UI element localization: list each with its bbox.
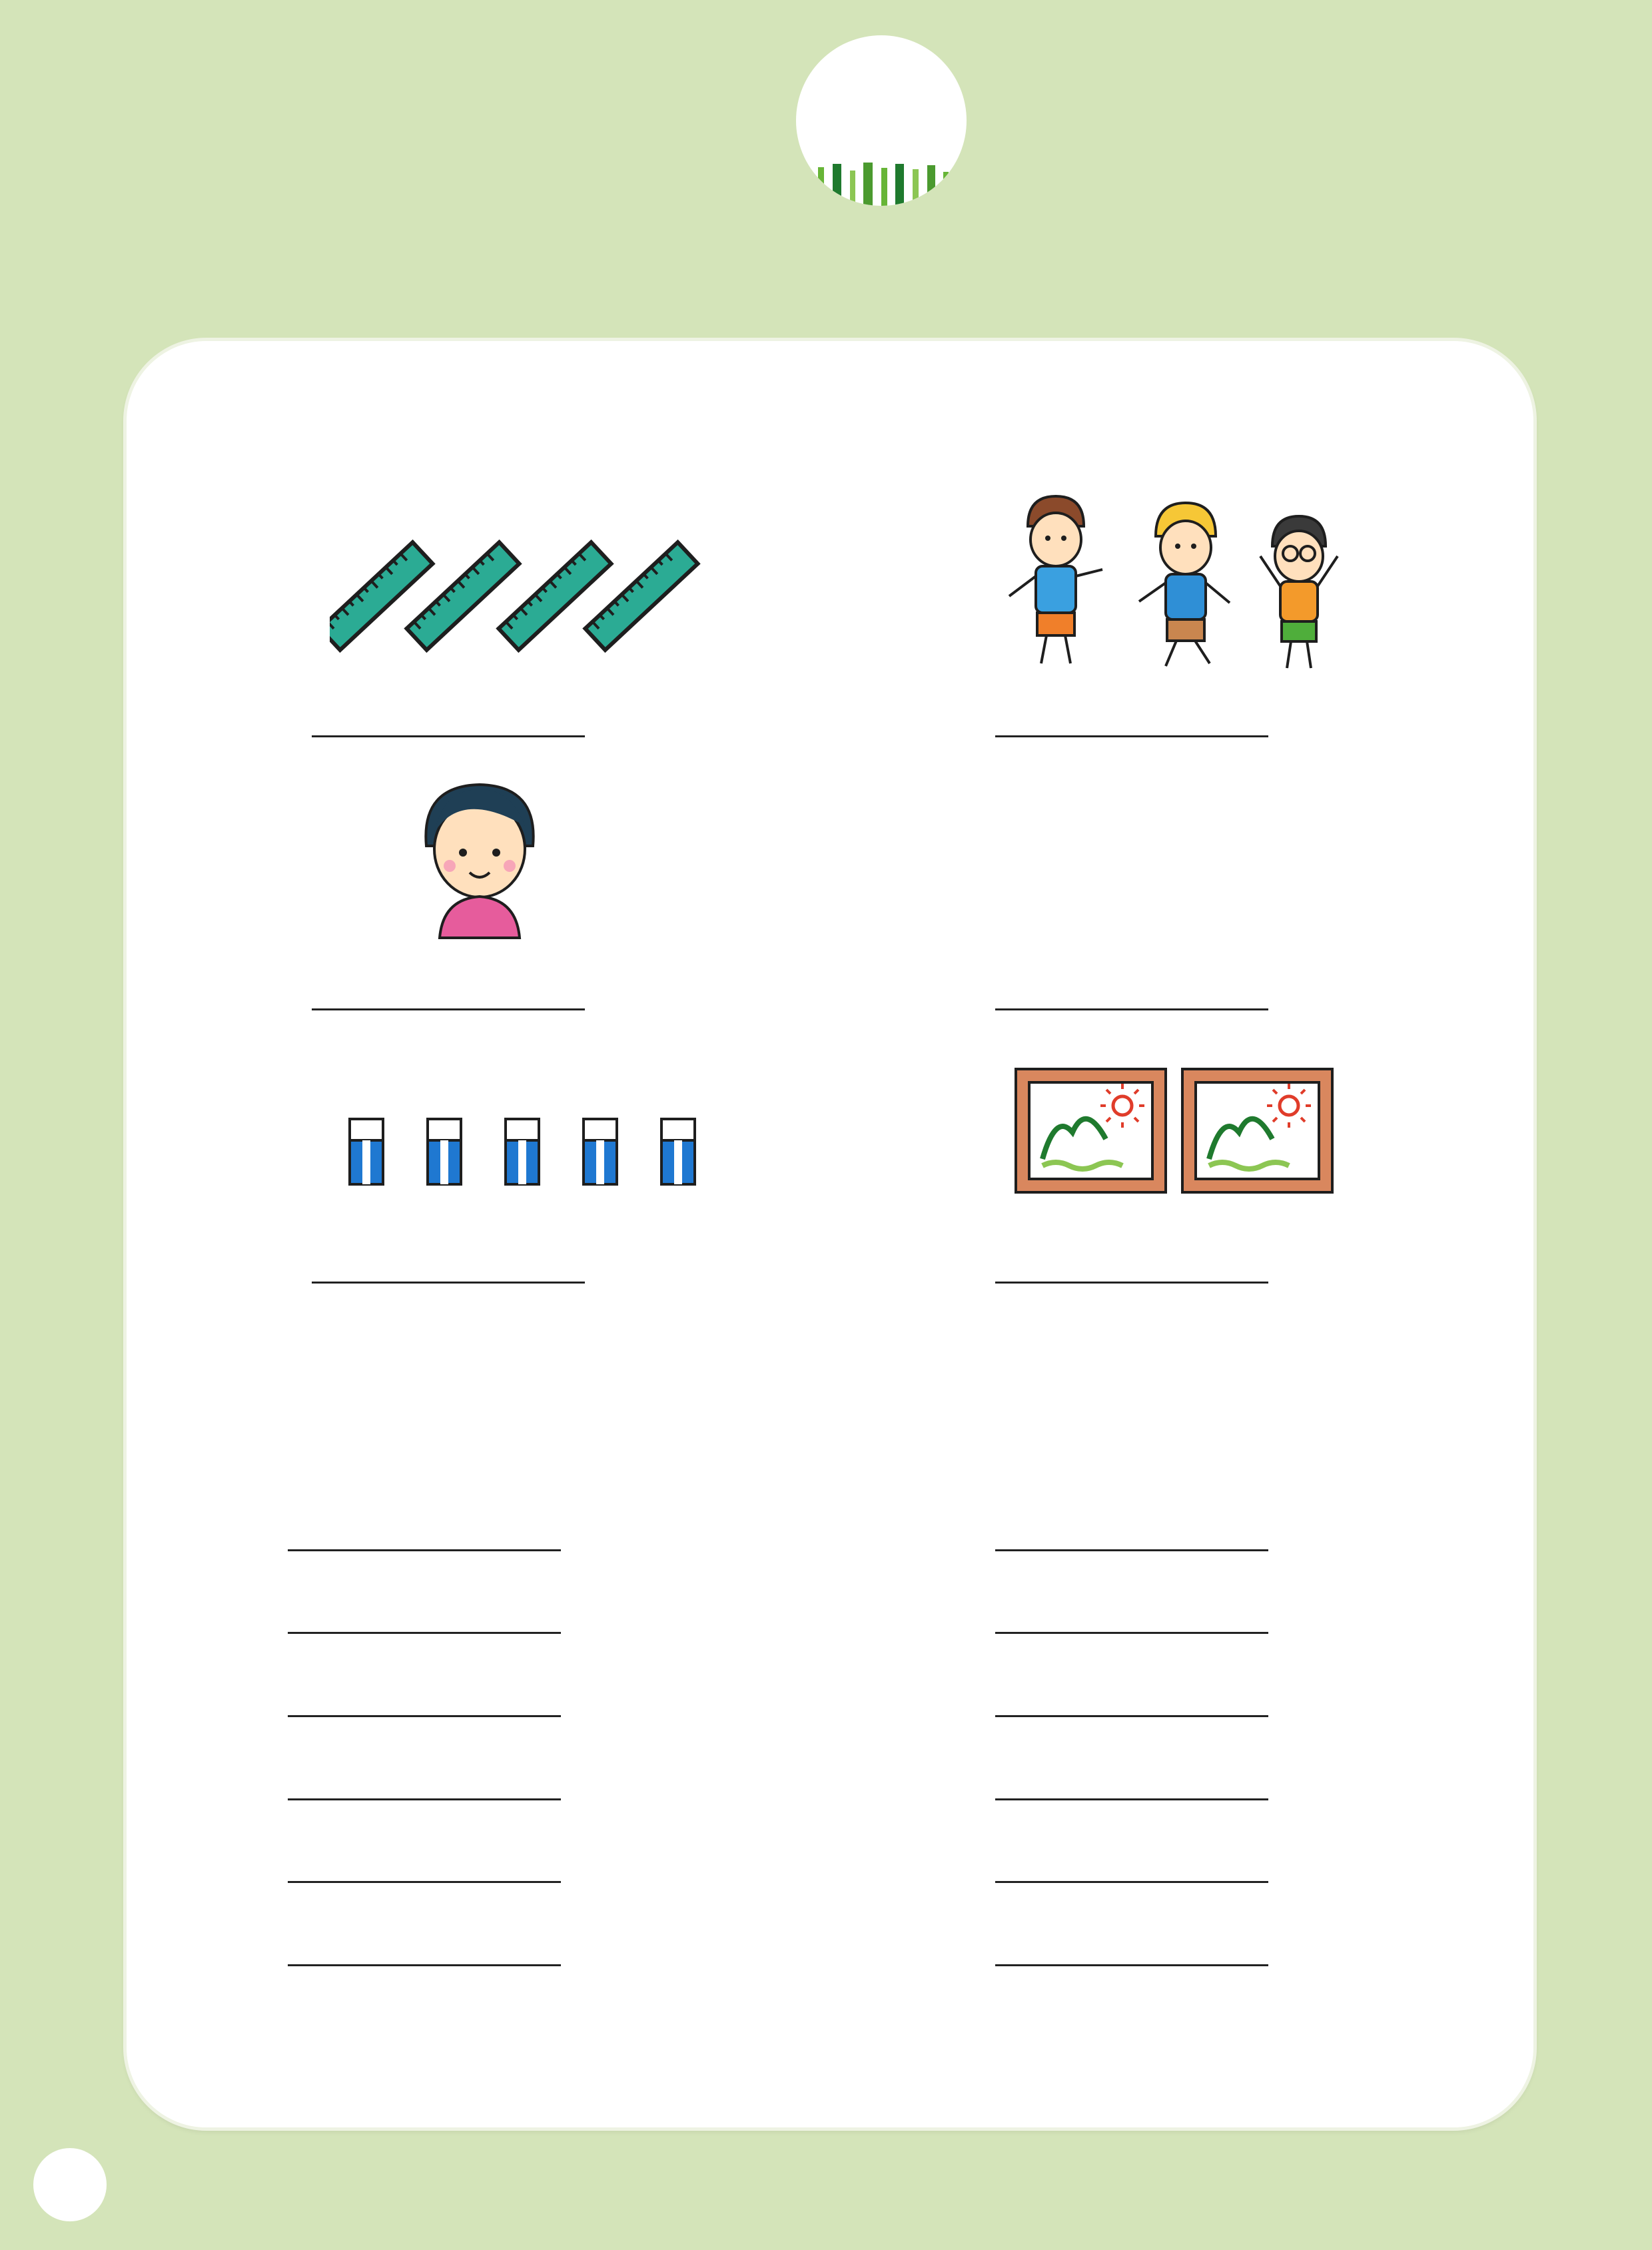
- answer-blank[interactable]: [312, 735, 585, 737]
- erasers-picture: [343, 1116, 703, 1189]
- answer-blank[interactable]: [288, 1881, 561, 1883]
- answer-blank[interactable]: [288, 1715, 561, 1717]
- checkpoint-number-badge: [791, 31, 971, 210]
- boys-picture: [1006, 493, 1366, 673]
- answer-blank[interactable]: [288, 1549, 561, 1551]
- answer-blank[interactable]: [995, 1632, 1268, 1634]
- teacher-picture: [413, 779, 546, 939]
- answer-blank[interactable]: [995, 1881, 1268, 1883]
- answer-blank[interactable]: [995, 1798, 1268, 1800]
- answer-blank[interactable]: [288, 1632, 561, 1634]
- answer-blank[interactable]: [312, 1008, 585, 1010]
- answer-blank[interactable]: [288, 1964, 561, 1966]
- answer-blank[interactable]: [312, 1282, 585, 1284]
- answer-blank[interactable]: [288, 1798, 561, 1800]
- answer-blank[interactable]: [995, 735, 1268, 737]
- rulers-picture: [330, 526, 729, 666]
- answer-blank[interactable]: [995, 1549, 1268, 1551]
- answer-blank[interactable]: [995, 1008, 1268, 1010]
- answer-blank[interactable]: [995, 1964, 1268, 1966]
- bottom-stripe-decoration: [0, 2198, 127, 2250]
- pictures-picture: [1013, 1066, 1339, 1199]
- pencils-picture: [1029, 796, 1362, 939]
- answer-blank[interactable]: [995, 1282, 1268, 1284]
- answer-blank[interactable]: [995, 1715, 1268, 1717]
